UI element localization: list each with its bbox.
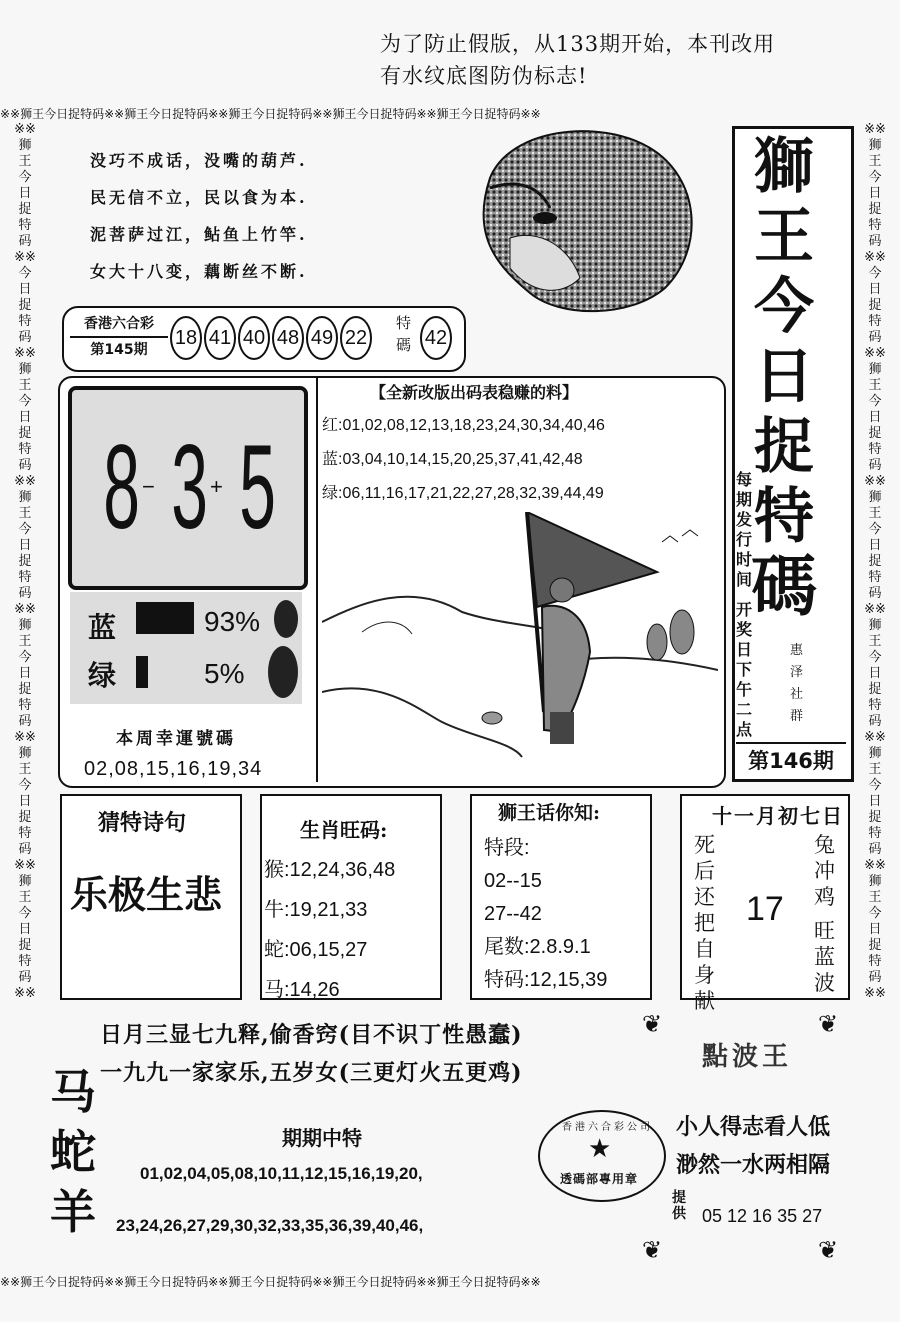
result-ball: 40 xyxy=(238,316,270,360)
green-percent: 5% xyxy=(204,658,245,689)
blue-numbers: 蓝:03,04,10,14,15,20,25,37,41,42,48 xyxy=(322,451,583,468)
every-issue-line1: 01,02,04,05,08,10,11,12,15,16,19,20, xyxy=(140,1164,423,1183)
result-ball: 49 xyxy=(306,316,338,360)
lucky-title: 本周幸運號碼 xyxy=(116,729,236,749)
calendar-left-text: 死后还把自身献 xyxy=(694,833,715,1013)
zodiac-row: 蛇:06,15,27 xyxy=(264,939,368,961)
title-char: 日 xyxy=(754,342,814,412)
lottery-name: 香港六合彩 xyxy=(70,312,168,338)
every-issue-title: 期期中特 xyxy=(282,1126,362,1150)
result-ball: 18 xyxy=(170,316,202,360)
right-border-text: ※※狮王今日捉特码※※今日捉特码※※狮王今日捉特码※※狮王今日捉特码※※狮王今日捉特码※※狮王今日捉特码※※狮王今日捉特码※※ xyxy=(864,122,886,1001)
provided-numbers: 05 12 16 35 27 xyxy=(702,1206,823,1226)
notice-line1: 为了防止假版，从133期开始，本刊改用 xyxy=(380,32,776,56)
zodiac-row: 猴:12,24,36,48 xyxy=(264,859,396,881)
lion-says-row: 02--15 xyxy=(484,870,542,892)
riddle-line2: 一九九一家家乐,五岁女(三更灯火五更鸡) xyxy=(100,1060,523,1086)
poem-line: 泥菩萨过江，鲇鱼上竹竿. xyxy=(90,225,308,244)
stamp-ring-text: 香港六合彩公司 xyxy=(562,1122,653,1133)
star-icon: ★ xyxy=(588,1134,612,1164)
green-percent-bar xyxy=(136,656,148,688)
riddle-line1: 日月三显七九释,偷香窍(目不识丁性愚蠢) xyxy=(100,1022,523,1048)
issue-number: 第146期 xyxy=(736,742,846,776)
poem-line: 民无信不立，民以食为本. xyxy=(90,188,308,207)
brand-name: 點波王 xyxy=(702,1042,793,1072)
oval-mark xyxy=(274,600,298,638)
formula-digit: 8 xyxy=(103,420,140,554)
oval-mark xyxy=(268,646,298,698)
lion-says-row: 特码:12,15,39 xyxy=(484,969,608,991)
calendar-number: 17 xyxy=(746,890,784,928)
draw-time-text: 开奖日下午二点 xyxy=(736,600,753,739)
result-ball: 41 xyxy=(204,316,236,360)
ornament-icon: ❦ xyxy=(642,1236,663,1264)
poem-guess-title: 猜特诗句 xyxy=(98,810,187,836)
zodiac-row: 马:14,26 xyxy=(264,979,340,1001)
right-line1: 小人得志看人低 xyxy=(676,1114,831,1140)
lion-says-rows xyxy=(484,832,607,997)
lion-says-title: 狮王话你知: xyxy=(498,802,601,824)
result-label xyxy=(70,312,168,362)
title-chars xyxy=(744,132,824,625)
zodiac-rows xyxy=(264,850,395,1010)
schedule-text: 每期发行时间 xyxy=(736,470,753,589)
lion-says-row: 27--42 xyxy=(484,903,542,925)
calendar-right-bottom: 旺蓝波 xyxy=(814,919,835,995)
poem-line: 没巧不成话，没嘴的葫芦. xyxy=(90,151,308,170)
right-line2: 渺然一水两相隔 xyxy=(676,1152,831,1178)
title-char: 特 xyxy=(754,482,814,552)
proverb-poem xyxy=(90,148,308,296)
zodiac-row: 牛:19,21,33 xyxy=(264,899,368,921)
special-label: 特碼 xyxy=(396,314,412,354)
animal-column xyxy=(48,1062,98,1242)
blue-percent: 93% xyxy=(204,606,261,637)
title-char: 王 xyxy=(754,202,814,272)
ornament-icon: ❦ xyxy=(818,1236,839,1264)
formula-digit: 5 xyxy=(239,420,276,554)
poem-guess-text: 乐极生悲 xyxy=(70,872,223,917)
panel-divider xyxy=(316,378,318,782)
blue-percent-bar xyxy=(136,602,194,634)
formula-digit: 3 xyxy=(171,420,208,554)
formula xyxy=(80,412,290,562)
formula-operator: + xyxy=(210,474,223,499)
animal: 马 xyxy=(50,1065,96,1119)
result-ball: 22 xyxy=(340,316,372,360)
left-border-text: ※※狮王今日捉特码※※今日捉特码※※狮王今日捉特码※※狮王今日捉特码※※狮王今日捉特码※※狮王今日捉特码※※狮王今日捉特码※※ xyxy=(14,122,36,1001)
publisher-text: 惠泽社群 xyxy=(790,643,804,724)
lion-says-row: 尾数:2.8.9.1 xyxy=(484,936,591,958)
table-heading: 【全新改版出码表稳赚的料】 xyxy=(370,383,579,402)
lion-says-row: 特段: xyxy=(484,837,530,859)
zodiac-title: 生肖旺码: xyxy=(300,818,388,842)
animal: 蛇 xyxy=(50,1125,96,1179)
stamp-center-text: 透碼部專用章 xyxy=(560,1172,639,1186)
formula-operator: − xyxy=(142,474,155,499)
provide-label: 提供 xyxy=(672,1190,686,1222)
notice-line2: 有水纹底图防伪标志! xyxy=(380,64,588,88)
animal: 羊 xyxy=(50,1185,96,1239)
flag-bearer-illustration xyxy=(322,512,718,780)
notice xyxy=(380,28,880,92)
bottom-border-text: ※※狮王今日捉特码※※狮王今日捉特码※※狮王今日捉特码※※狮王今日捉特码※※狮王今日捉特码※※ xyxy=(0,1275,541,1289)
lion-head-image xyxy=(450,118,710,318)
every-issue-line2: 23,24,26,27,29,30,32,33,35,36,39,40,46, xyxy=(116,1216,424,1235)
title-char: 今 xyxy=(754,272,814,342)
title-char: 捉 xyxy=(754,412,814,482)
lucky-numbers: 02,08,15,16,19,34 xyxy=(84,758,263,780)
color-label-blue: 蓝 xyxy=(88,611,117,644)
ornament-icon: ❦ xyxy=(642,1010,663,1038)
top-border-text: ※※狮王今日捉特码※※狮王今日捉特码※※狮王今日捉特码※※狮王今日捉特码※※狮王今日捉特码※※ xyxy=(0,107,541,121)
calendar-date: 十一月初七日 xyxy=(712,804,844,828)
previous-issue: 第145期 xyxy=(90,342,148,358)
result-ball: 48 xyxy=(272,316,304,360)
color-label-green: 绿 xyxy=(88,659,117,692)
result-balls xyxy=(170,316,372,360)
poem-line: 女大十八变，藕断丝不断. xyxy=(90,262,308,281)
title-char: 碼 xyxy=(751,548,817,625)
special-ball: 42 xyxy=(420,316,452,360)
green-numbers: 绿:06,11,16,17,21,22,27,28,32,39,44,49 xyxy=(322,485,604,502)
title-char: 獅 xyxy=(754,132,814,202)
red-numbers: 红:01,02,08,12,13,18,23,24,30,34,40,46 xyxy=(322,417,605,434)
ornament-icon: ❦ xyxy=(818,1010,839,1038)
calendar-right-top: 兔冲鸡 xyxy=(814,833,835,909)
